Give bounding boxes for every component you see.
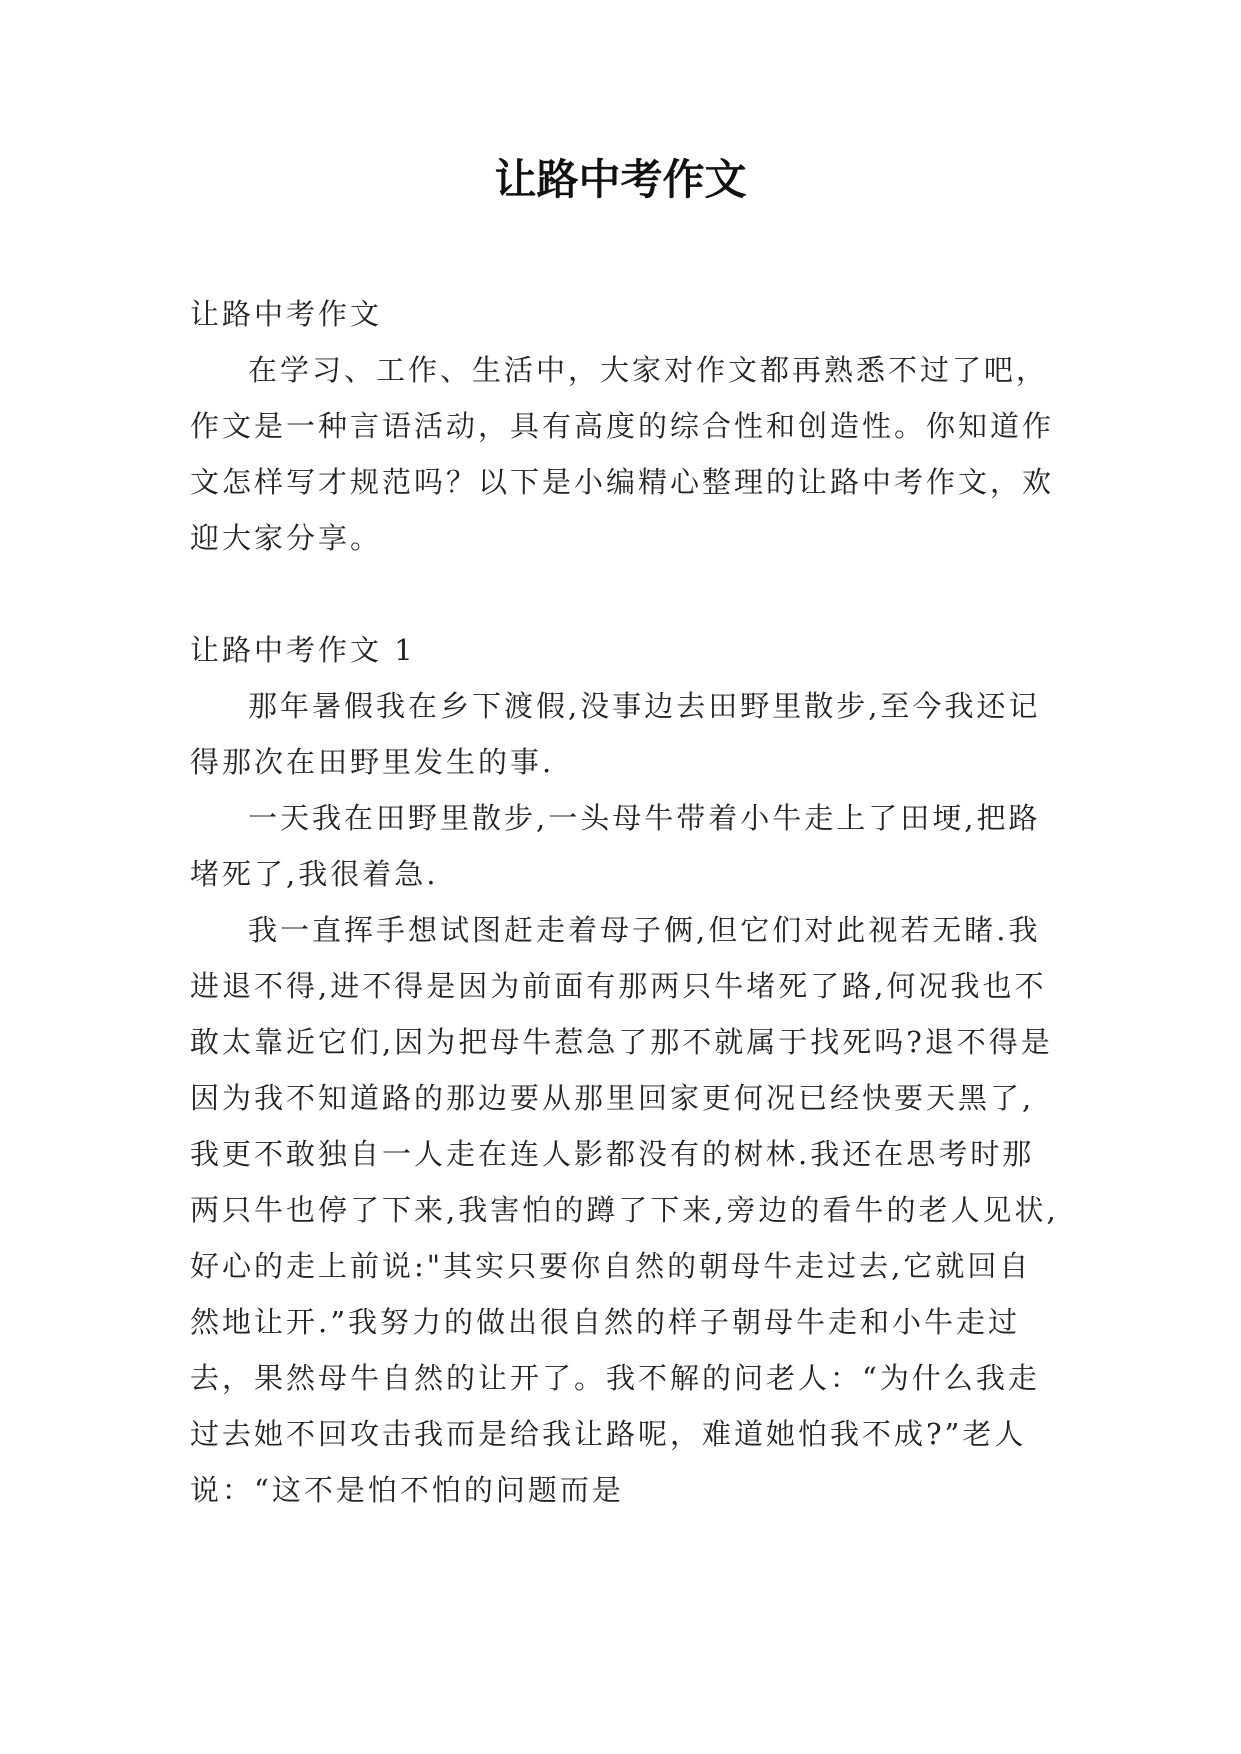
section-spacer xyxy=(190,566,1060,622)
essay-paragraph-1: 那年暑假我在乡下渡假,没事边去田野里散步,至今我还记得那次在田野里发生的事. xyxy=(190,689,1041,779)
essay-paragraph-3: 我一直挥手想试图赶走着母子俩,但它们对此视若无睹.我进退不得,进不得是因为前面有那两只牛堵死了路,何况我也不敢太靠近它们,因为把母牛惹急了那不就属于找死吗?退不得是因为我不知道路的那边要从那里回家更何况已经快要天黑了,我更不敢独自一人走在连人影都没有的树林.我还在思考时那两只牛也停了下来,我害怕的蹲了下来,旁边的看牛的老人见状,好心的走上前说:"其实只要你自然的朝母牛走过去,它就回自然地让开.”我努力的做出很自然的样子朝母牛走和小牛走过去，果然母牛自然的让开了。我不解的问老人：“为什么我走过去她不回攻击我而是给我让路呢，难道她怕我不成?”老人说：“这不是怕不怕的问题而是 xyxy=(190,913,1059,1507)
intro-paragraph: 在学习、工作、生活中，大家对作文都再熟悉不过了吧，作文是一种言语活动，具有高度的综合性和创造性。你知道作文怎样写才规范吗？以下是小编精心整理的让路中考作文，欢迎大家分享。 xyxy=(190,353,1055,555)
document-title: 让路中考作文 xyxy=(494,155,747,204)
intro-heading: 让路中考作文 xyxy=(190,297,383,331)
essay-paragraph-2: 一天我在田野里散步,一头母牛带着小牛走上了田埂,把路堵死了,我很着急. xyxy=(190,801,1041,891)
essay-heading: 让路中考作文 1 xyxy=(190,633,416,667)
document-body xyxy=(190,286,1060,1518)
